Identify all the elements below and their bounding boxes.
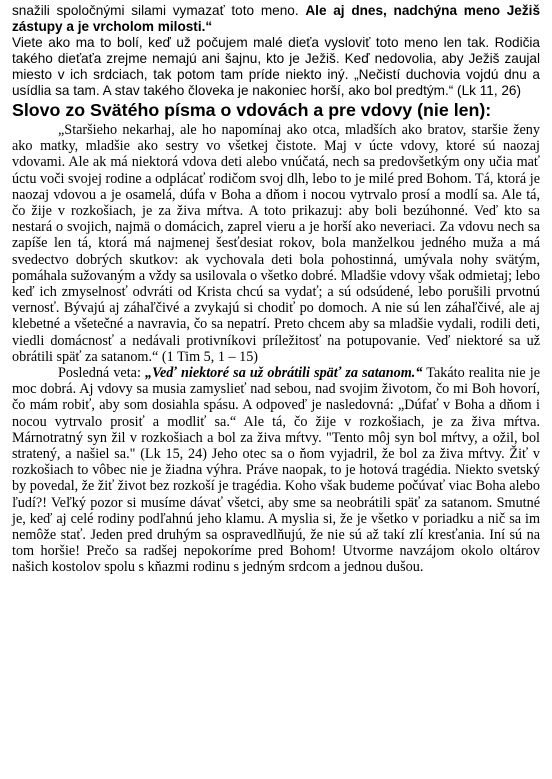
commentary-lead: Posledná veta: xyxy=(58,365,145,382)
section-heading: Slovo zo Svätého písma o vdovách a pre vdovy (nie len): xyxy=(12,100,492,120)
commentary-paragraph xyxy=(12,365,540,576)
commentary-quote: „Veď niektoré sa už obrátili späť za satanom.“ xyxy=(145,365,423,382)
reflection-paragraph: Viete ako ma to bolí, keď už počujem malé dieťa vysloviť toto meno len tak. Rodičia takého dieťaťa zrejme nemajú ani šajnu, kto je Ježiš. Keď nedovolia, aby Ježiš zaujal miesto v ich srdciach, tak potom tam príde niekto iný. „Nečistí duchovia vojdú dnu a usídlia sa tam. A stav takého človeka je nakoniec horší, ako bol predtým.“ (Lk 11, 26) xyxy=(12,35,540,98)
scripture-quote: „Staršieho nekarhaj, ale ho napomínaj ako otca, mladších ako bratov, staršie ženy ako matky, mladšie ako sestry vo všetkej čistote. Maj v úcte vdovy, ktoré sú naozaj vdovami. Ale ak má niektorá vdova deti alebo vnúčatá, nech sa predovšetkým ony učia mať úctu voči svojej rodine a odplácať rodičom svoj dlh, lebo to je milé pred Bohom. Tá, ktorá je naozaj vdovou a je osamelá, dúfa v Boha a dňom i nocou vytrvalo prosí a modlí sa. Ale tá, čo žije v rozkošiach, je za živa mŕtva. A toto prikazuj: aby boli bezúhonné. Veď kto sa nestará o svojich, najmä o domácich, zaprel vieru a je horší ako neveriaci. Za vdovu nech sa zapíše len tá, ktorá má najmenej šesťdesiat rokov, bola manželkou jedného muža a má svedectvo dobrých skutkov: ak vychovala deti bola pohostinná, umývala nohy svätým, pomáhala sužovaným a vždy sa usilovala o všetko dobré. Mladšie vdovy však odmietaj; lebo keď ich zmyselnosť odvráti od Krista chcú sa vydať; a sú odsúdené, lebo porušili prvotnú vernosť. Bývajú aj záhaľčivé a zvykajú si chodiť po domoch. A nie sú len záhaľčivé, ale aj klebetné a všetečné a navravia, čo sa nepatrí. Preto chcem aby sa mladšie vydali, rodili deti, viedli domácnosť a nedávali protivníkovi príležitosť na potupovanie. Veď niektoré sa už obrátili späť za satanom.“ (1 Tim 5, 1 – 15) xyxy=(12,122,540,365)
commentary-text: Takáto realita nie je moc dobrá. Aj vdovy sa musia zamyslieť nad sebou, nad svojim životom, čo mi Boh hovorí, čo mám robiť, aby som dosiahla spásu. A odpoveď je nasledovná: „Dúfať v Boha a dňom i nocou vytrvalo prosiť a modliť sa.“ Ale tá, čo žije v rozkošiach, je za živa mŕtva. Márnotratný syn žil v rozkošiach a bol za živa mŕtvy. "Tento môj syn bol mŕtvy, a ožil, bol stratený, a našiel sa." (Lk 15, 24) Jeho otec sa o ňom vyjadril, že bol za živa mŕtvy. Žiť v rozkošiach to vôbec nie je žiadna výhra. Práve naopak, to je hotová tragédia. Niekto svetský by povedal, že žiť život bez rozkoší je tragédia. Koho však budeme počúvať viac Boha alebo ľudí?! Veľký pozor si musíme dávať všetci, aby sme sa neobrátili späť za satanom. Smutné je, keď aj celé rodiny podľahnú jeho klamu. A myslia si, že je všetko v poriadku a nič sa im nemôže stať. Jeden pred druhým sa ospravedlňujú, že nie sú až takí zlí kresťania. Iní sú na tom horšie! Prečo sa radšej nepokoríme pred Bohom! Utvorme navzájom okolo oltárov našich kostolov spolu s kňazmi rodinu s jedným srdcom a jednou dušou. xyxy=(12,365,540,576)
intro-section xyxy=(12,3,540,99)
scripture-section xyxy=(12,122,540,576)
intro-emphasis: Ale aj dnes, nadchýna meno Ježiš zástupy a je vrcholom milosti.“ xyxy=(12,3,541,34)
intro-paragraph xyxy=(12,3,540,35)
intro-text: snažili spoločnými silami vymazať toto meno. xyxy=(12,3,306,18)
